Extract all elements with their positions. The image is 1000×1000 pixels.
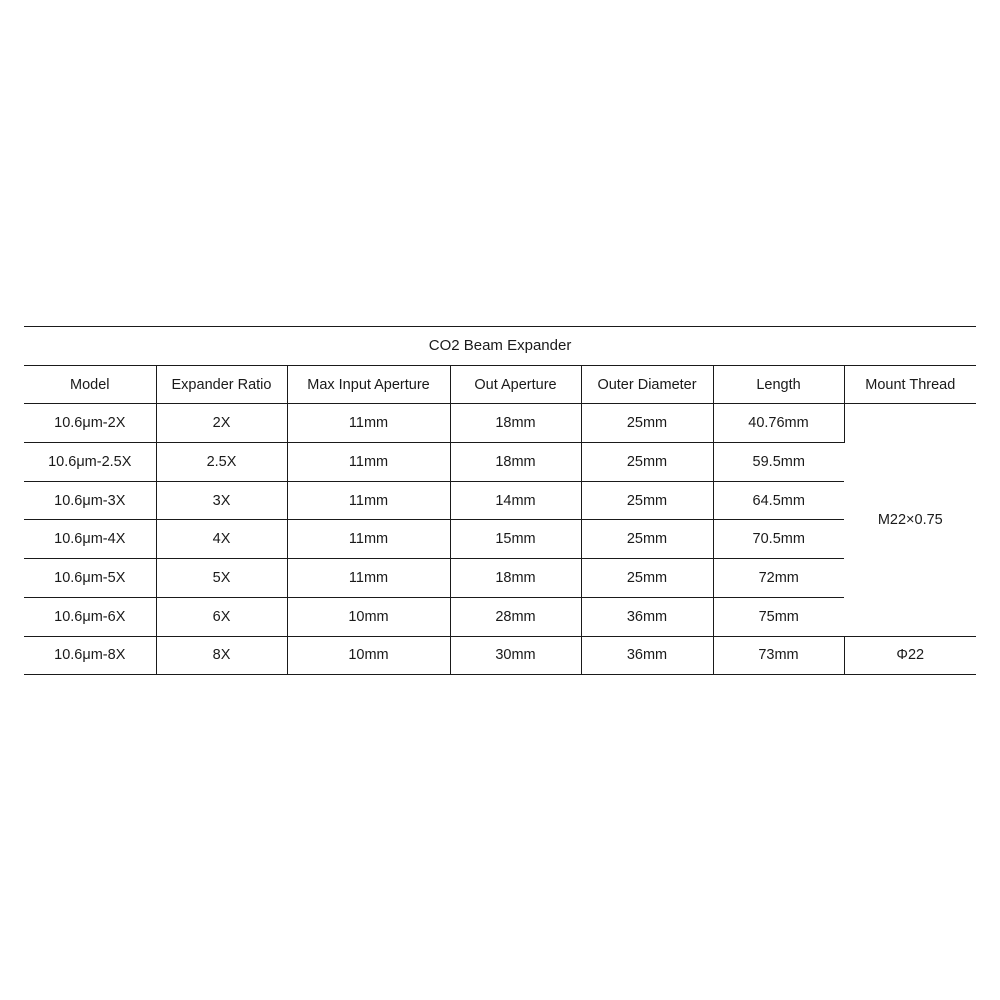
cell-length: 59.5mm (713, 443, 844, 482)
cell-out-aperture: 30mm (450, 636, 581, 675)
cell-model: 10.6μm-4X (24, 520, 156, 559)
cell-max-input-aperture: 11mm (287, 481, 450, 520)
column-header-expander-ratio: Expander Ratio (156, 365, 287, 404)
cell-outer-diameter: 25mm (581, 481, 713, 520)
cell-expander-ratio: 4X (156, 520, 287, 559)
cell-max-input-aperture: 10mm (287, 636, 450, 675)
cell-mount-thread-shared: M22×0.75 (844, 404, 976, 636)
cell-expander-ratio: 6X (156, 597, 287, 636)
title-row (24, 327, 976, 366)
table-title: CO2 Beam Expander (24, 327, 976, 366)
cell-model: 10.6μm-6X (24, 597, 156, 636)
cell-model: 10.6μm-3X (24, 481, 156, 520)
co2-beam-expander-table (24, 326, 976, 675)
table-row (24, 404, 976, 443)
cell-model: 10.6μm-2.5X (24, 443, 156, 482)
cell-length: 72mm (713, 559, 844, 598)
cell-expander-ratio: 2.5X (156, 443, 287, 482)
cell-model: 10.6μm-5X (24, 559, 156, 598)
header-row (24, 365, 976, 404)
table-row (24, 597, 976, 636)
cell-out-aperture: 15mm (450, 520, 581, 559)
cell-outer-diameter: 25mm (581, 443, 713, 482)
table-row (24, 443, 976, 482)
cell-length: 40.76mm (713, 404, 844, 443)
cell-out-aperture: 18mm (450, 559, 581, 598)
cell-outer-diameter: 25mm (581, 404, 713, 443)
cell-outer-diameter: 25mm (581, 559, 713, 598)
cell-max-input-aperture: 11mm (287, 520, 450, 559)
cell-max-input-aperture: 11mm (287, 559, 450, 598)
cell-length: 75mm (713, 597, 844, 636)
cell-mount-thread: Φ22 (844, 636, 976, 675)
cell-out-aperture: 28mm (450, 597, 581, 636)
column-header-model: Model (24, 365, 156, 404)
table-row (24, 520, 976, 559)
column-header-length: Length (713, 365, 844, 404)
table-row (24, 559, 976, 598)
cell-out-aperture: 18mm (450, 443, 581, 482)
cell-outer-diameter: 36mm (581, 597, 713, 636)
column-header-outer-diameter: Outer Diameter (581, 365, 713, 404)
cell-max-input-aperture: 11mm (287, 443, 450, 482)
cell-max-input-aperture: 11mm (287, 404, 450, 443)
cell-out-aperture: 18mm (450, 404, 581, 443)
cell-expander-ratio: 2X (156, 404, 287, 443)
cell-expander-ratio: 8X (156, 636, 287, 675)
column-header-max-input-aperture: Max Input Aperture (287, 365, 450, 404)
cell-length: 73mm (713, 636, 844, 675)
cell-out-aperture: 14mm (450, 481, 581, 520)
cell-model: 10.6μm-2X (24, 404, 156, 443)
column-header-mount-thread: Mount Thread (844, 365, 976, 404)
table-row (24, 636, 976, 675)
cell-length: 64.5mm (713, 481, 844, 520)
cell-outer-diameter: 25mm (581, 520, 713, 559)
cell-expander-ratio: 5X (156, 559, 287, 598)
column-header-out-aperture: Out Aperture (450, 365, 581, 404)
cell-model: 10.6μm-8X (24, 636, 156, 675)
cell-length: 70.5mm (713, 520, 844, 559)
cell-outer-diameter: 36mm (581, 636, 713, 675)
table-row (24, 481, 976, 520)
cell-expander-ratio: 3X (156, 481, 287, 520)
cell-max-input-aperture: 10mm (287, 597, 450, 636)
